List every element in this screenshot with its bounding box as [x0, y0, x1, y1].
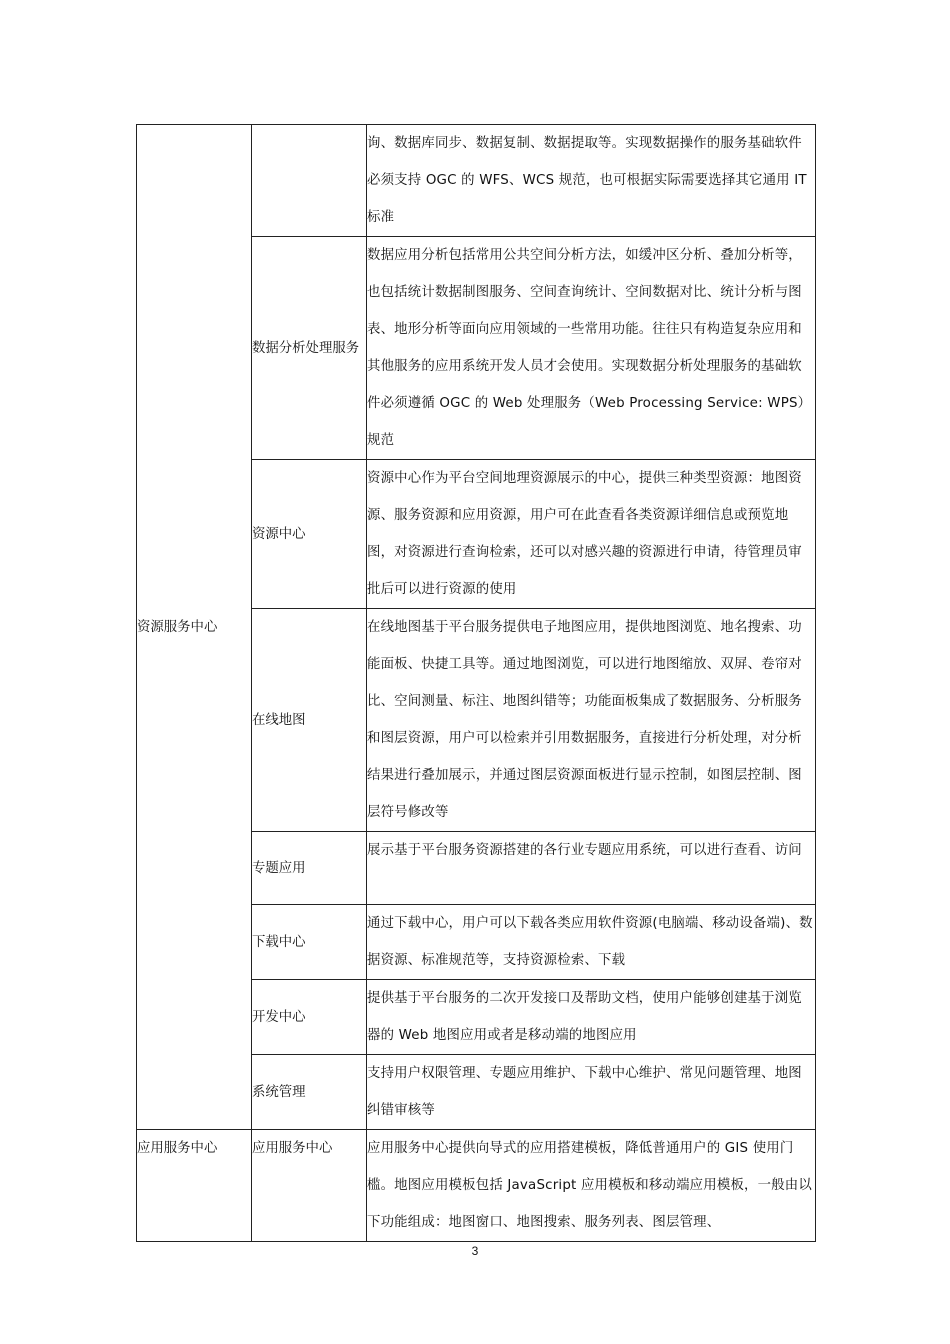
service-name-cell: 资源中心: [252, 460, 367, 609]
service-desc-cell: 询、数据库同步、数据复制、数据提取等。实现数据操作的服务基础软件必须支持 OGC 的 WFS、WCS 规范，也可根据实际需要选择其它通用 IT 标准: [367, 125, 816, 237]
group-name-cell: 资源服务中心: [137, 125, 252, 1130]
service-desc-cell: 通过下载中心，用户可以下载各类应用软件资源(电脑端、移动设备端)、数据资源、标准规范等，支持资源检索、下载: [367, 905, 816, 980]
service-name-cell: 应用服务中心: [252, 1130, 367, 1242]
table-row: [137, 125, 816, 237]
table-row: [137, 1130, 816, 1242]
page-number: 3: [471, 1244, 479, 1258]
service-name-cell: 专题应用: [252, 832, 367, 905]
service-desc-cell: 数据应用分析包括常用公共空间分析方法，如缓冲区分析、叠加分析等，也包括统计数据制图服务、空间查询统计、空间数据对比、统计分析与图表、地形分析等面向应用领域的一些常用功能。往往只有构造复杂应用和其他服务的应用系统开发人员才会使用。实现数据分析处理服务的基础软件必须遵循 OGC 的 Web 处理服务（Web Processing Service: WPS）规范: [367, 237, 816, 460]
service-desc-cell: 资源中心作为平台空间地理资源展示的中心，提供三种类型资源：地图资源、服务资源和应用资源，用户可在此查看各类资源详细信息或预览地图，对资源进行查询检索，还可以对感兴趣的资源进行申请，待管理员审批后可以进行资源的使用: [367, 460, 816, 609]
service-desc-cell: 应用服务中心提供向导式的应用搭建模板，降低普通用户的 GIS 使用门槛。地图应用模板包括 JavaScript 应用模板和移动端应用模板，一般由以下功能组成：地图窗口、地图搜索、服务列表、图层管理、: [367, 1130, 816, 1242]
service-name-cell: 在线地图: [252, 609, 367, 832]
content-table: [136, 124, 816, 1242]
service-desc-cell: 展示基于平台服务资源搭建的各行业专题应用系统，可以进行查看、访问: [367, 832, 816, 905]
group-name-cell: 应用服务中心: [137, 1130, 252, 1242]
service-desc-cell: 提供基于平台服务的二次开发接口及帮助文档，使用户能够创建基于浏览器的 Web 地图应用或者是移动端的地图应用: [367, 980, 816, 1055]
service-desc-cell: 在线地图基于平台服务提供电子地图应用，提供地图浏览、地名搜索、功能面板、快捷工具等。通过地图浏览，可以进行地图缩放、双屏、卷帘对比、空间测量、标注、地图纠错等；功能面板集成了数据服务、分析服务和图层资源，用户可以检索并引用数据服务，直接进行分析处理，对分析结果进行叠加展示，并通过图层资源面板进行显示控制，如图层控制、图层符号修改等: [367, 609, 816, 832]
service-name-cell: 数据分析处理服务: [252, 237, 367, 460]
service-name-cell: 下载中心: [252, 905, 367, 980]
service-name-cell: 开发中心: [252, 980, 367, 1055]
service-name-cell: 系统管理: [252, 1055, 367, 1130]
service-name-cell: [252, 125, 367, 237]
service-desc-cell: 支持用户权限管理、专题应用维护、下载中心维护、常见问题管理、地图纠错审核等: [367, 1055, 816, 1130]
